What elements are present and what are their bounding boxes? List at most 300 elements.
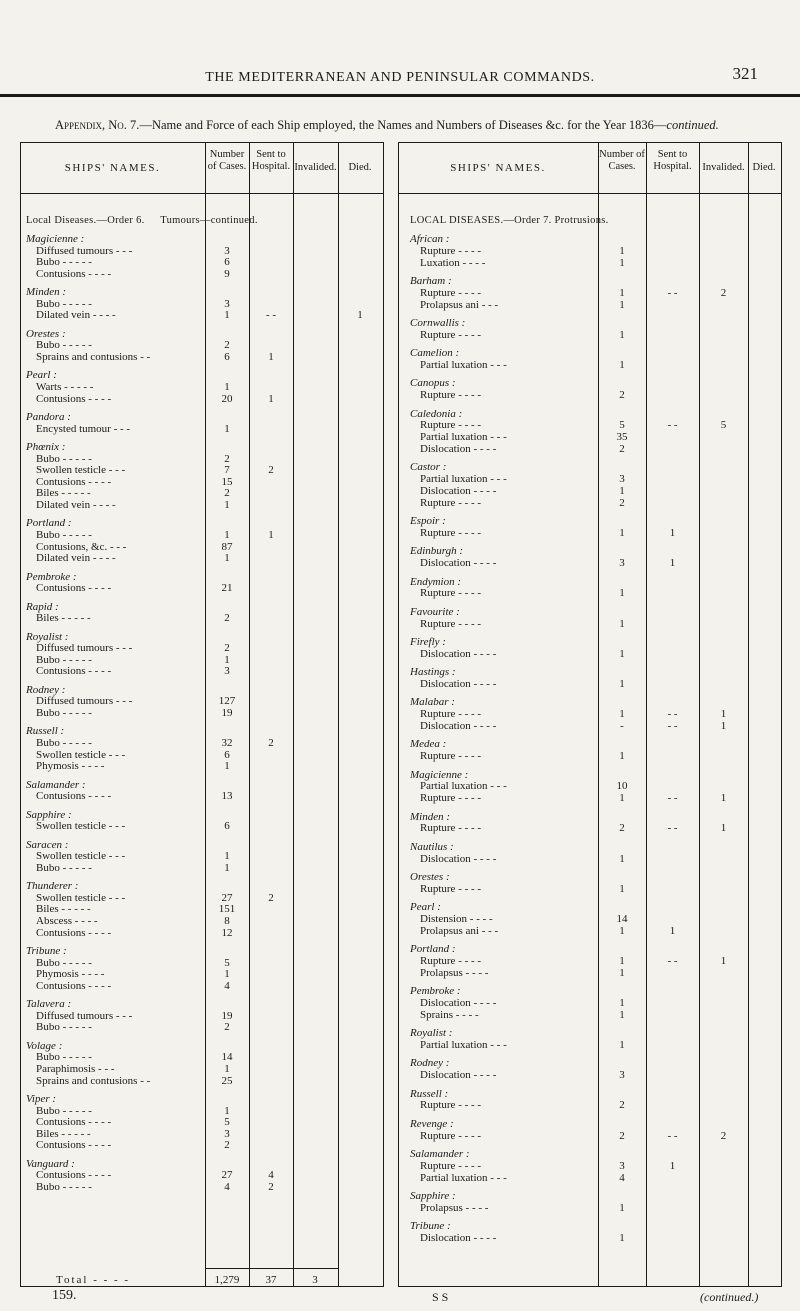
- table-caption: [55, 118, 719, 133]
- cases-cell: 1: [619, 678, 625, 690]
- disease-row: [0, 678, 800, 690]
- hospital-cell: 1: [669, 527, 676, 539]
- disease-row: [0, 853, 800, 865]
- disease-name: Swollen testicle - - -: [36, 892, 126, 904]
- cases-cell: 1: [224, 423, 230, 435]
- disease-name: Partial luxation - - -: [420, 1039, 507, 1051]
- ship-name-row: [0, 943, 800, 955]
- disease-name: Bubo - - - - -: [36, 862, 92, 874]
- cases-cell: 1: [619, 1202, 625, 1214]
- ship-name: Revenge :: [410, 1118, 454, 1130]
- ship-name: Pembroke :: [410, 985, 461, 997]
- cases-cell: 5: [619, 419, 625, 431]
- total-invalided: 3: [312, 1274, 318, 1286]
- right-section-note: Protrusions.: [554, 215, 609, 226]
- ship-name-row: [0, 696, 800, 708]
- cases-cell: 1: [619, 245, 625, 257]
- hospital-cell: - -: [667, 822, 678, 834]
- left-header-cases: Number of Cases.: [207, 149, 247, 172]
- cases-cell: 3: [619, 557, 625, 569]
- cases-cell: 151: [218, 903, 236, 915]
- cases-cell: 2: [224, 487, 230, 499]
- disease-name: Dislocation - - - -: [420, 557, 497, 569]
- disease-name: Dislocation - - - -: [420, 443, 497, 455]
- ship-name: Pearl :: [410, 901, 441, 913]
- ship-name: Royalist :: [410, 1027, 453, 1039]
- cases-cell: 3: [224, 665, 230, 677]
- died-cell: 1: [357, 309, 363, 321]
- ship-name: Vanguard :: [26, 1158, 75, 1170]
- ship-name: Barham :: [410, 275, 452, 287]
- right-header-rule: [398, 193, 781, 194]
- ship-name: Portland :: [26, 517, 72, 529]
- disease-name: Rupture - - - -: [420, 497, 482, 509]
- disease-name: Encysted tumour - - -: [36, 423, 131, 435]
- disease-name: Dislocation - - - -: [420, 853, 497, 865]
- cases-cell: 9: [224, 268, 230, 280]
- cases-cell: 1: [224, 654, 230, 666]
- disease-name: Partial luxation - - -: [420, 431, 507, 443]
- ship-name: Pembroke :: [26, 571, 77, 583]
- hospital-cell: - -: [667, 708, 678, 720]
- caption-suffix: continued.: [666, 118, 719, 132]
- ship-name-row: [0, 666, 800, 678]
- disease-name: Biles - - - - -: [36, 612, 91, 624]
- disease-name: Dislocation - - - -: [420, 678, 497, 690]
- disease-name: Contusions - - - -: [36, 1116, 112, 1128]
- disease-name: Partial luxation - - -: [420, 473, 507, 485]
- disease-row: [0, 485, 800, 497]
- disease-name: Abscess - - - -: [36, 915, 98, 927]
- cases-cell: 5: [224, 1116, 230, 1128]
- ship-name-row: [0, 901, 800, 913]
- disease-name: Sprains and contusions - -: [36, 351, 151, 363]
- folio-number: 159.: [52, 1288, 77, 1303]
- disease-row: [0, 967, 800, 979]
- cases-cell: 1: [619, 708, 625, 720]
- disease-name: Diffused tumours - - -: [36, 695, 133, 707]
- cases-cell: 12: [221, 927, 233, 939]
- cases-cell: 13: [221, 790, 233, 802]
- cases-cell: 2: [224, 453, 230, 465]
- invalided-cell: 1: [720, 792, 727, 804]
- disease-row: [0, 257, 800, 269]
- cases-cell: 4: [224, 1181, 230, 1193]
- total-row: [0, 1274, 400, 1286]
- ship-name: Saracen :: [26, 839, 69, 851]
- total-cases: 1,279: [214, 1274, 240, 1286]
- ship-name-row: [0, 1190, 800, 1202]
- cases-cell: 1: [619, 925, 625, 937]
- page-number: 321: [732, 64, 758, 83]
- disease-name: Bubo - - - - -: [36, 256, 92, 268]
- cases-cell: 4: [619, 1172, 625, 1184]
- disease-row: [0, 913, 800, 925]
- disease-row: [0, 527, 800, 539]
- cases-cell: 3: [619, 473, 625, 485]
- disease-row: [0, 1130, 800, 1142]
- cases-cell: 2: [619, 443, 625, 455]
- hospital-cell: 4: [268, 1169, 274, 1181]
- disease-name: Contusions, &c. - - -: [36, 541, 127, 553]
- cases-cell: 87: [221, 541, 233, 553]
- hospital-cell: - -: [667, 287, 678, 299]
- hospital-cell: - -: [265, 309, 277, 321]
- disease-row: [0, 1039, 800, 1051]
- disease-row: [0, 792, 800, 804]
- disease-name: Partial luxation - - -: [420, 359, 507, 371]
- ship-name-row: [0, 636, 800, 648]
- cases-cell: 19: [221, 1010, 233, 1022]
- disease-name: Dislocation - - - -: [420, 720, 497, 732]
- disease-name: Dislocation - - - -: [420, 648, 497, 660]
- cases-cell: 2: [619, 497, 625, 509]
- cases-cell: 2: [224, 612, 230, 624]
- disease-row: [0, 955, 800, 967]
- caption-prefix: Appendix, No. 7.: [55, 118, 140, 132]
- ship-name: Thunderer :: [26, 880, 79, 892]
- invalided-cell: 5: [720, 419, 727, 431]
- disease-row: [0, 359, 800, 371]
- ship-name-row: [0, 1220, 800, 1232]
- disease-name: Bubo - - - - -: [36, 453, 92, 465]
- cases-cell: 2: [619, 1099, 625, 1111]
- disease-name: Sprains - - - -: [420, 1009, 479, 1021]
- ship-name: Phœnix :: [26, 441, 66, 453]
- cases-cell: 6: [224, 749, 230, 761]
- cases-cell: 1: [224, 862, 230, 874]
- disease-name: Partial luxation - - -: [420, 1172, 507, 1184]
- cases-cell: 1: [619, 1232, 625, 1244]
- hospital-cell: 2: [268, 1181, 274, 1193]
- total-hospital: 37: [265, 1274, 277, 1286]
- ship-name-row: [0, 275, 800, 287]
- disease-name: Rupture - - - -: [420, 329, 482, 341]
- cases-cell: 1: [619, 1039, 625, 1051]
- left-header-ships: SHIPS' NAMES.: [64, 162, 161, 174]
- cases-cell: 1: [619, 618, 625, 630]
- disease-name: Rupture - - - -: [420, 792, 482, 804]
- hospital-cell: 1: [669, 557, 676, 569]
- cases-cell: 1: [619, 299, 625, 311]
- cases-cell: 15: [221, 476, 233, 488]
- disease-row: [0, 1160, 800, 1172]
- right-header-cases: Number of Cases.: [599, 149, 645, 172]
- cases-cell: 5: [224, 957, 230, 969]
- disease-name: Bubo - - - - -: [36, 298, 92, 310]
- hospital-cell: - -: [667, 419, 678, 431]
- disease-row: [0, 587, 800, 599]
- cases-cell: 2: [619, 822, 625, 834]
- disease-row: [0, 473, 800, 485]
- disease-row: [0, 1069, 800, 1081]
- disease-name: Swollen testicle - - -: [36, 464, 126, 476]
- hospital-cell: - -: [667, 955, 678, 967]
- ship-name: Favourite :: [410, 606, 460, 618]
- disease-name: Paraphimosis - - -: [36, 1063, 115, 1075]
- disease-row: [0, 708, 800, 720]
- right-header-died: Died.: [752, 162, 776, 173]
- ship-name: Sapphire :: [410, 1190, 456, 1202]
- hospital-cell: 2: [268, 737, 274, 749]
- left-header-hospital: Sent to Hospital.: [251, 149, 291, 172]
- disease-name: Contusions - - - -: [36, 476, 112, 488]
- disease-name: Biles - - - - -: [36, 487, 91, 499]
- ship-name: Minden :: [26, 286, 67, 298]
- disease-name: Dislocation - - - -: [420, 485, 497, 497]
- disease-name: Rupture - - - -: [420, 618, 482, 630]
- disease-name: Swollen testicle - - -: [36, 820, 126, 832]
- cases-cell: 1: [224, 1105, 230, 1117]
- disease-row: [0, 287, 800, 299]
- ship-name-row: [0, 515, 800, 527]
- disease-row: [0, 925, 800, 937]
- cases-cell: 3: [224, 1128, 230, 1140]
- disease-name: Bubo - - - - -: [36, 1181, 92, 1193]
- disease-row: [0, 419, 800, 431]
- disease-name: Contusions - - - -: [36, 1139, 112, 1151]
- disease-name: Diffused tumours - - -: [36, 1010, 133, 1022]
- ship-name: Talavera :: [26, 998, 72, 1010]
- ship-name: Magicienne :: [26, 233, 85, 245]
- disease-name: Bubo - - - - -: [36, 737, 92, 749]
- total-rule: [205, 1268, 338, 1269]
- ship-name-row: [0, 606, 800, 618]
- disease-row: [0, 557, 800, 569]
- hospital-cell: - -: [667, 1130, 678, 1142]
- ship-name: Russell :: [410, 1088, 449, 1100]
- cases-cell: 1: [619, 485, 625, 497]
- hospital-cell: 1: [268, 393, 274, 405]
- right-section-title: LOCAL DISEASES.—Order 7.: [410, 215, 552, 226]
- disease-name: Rupture - - - -: [420, 419, 482, 431]
- cases-cell: 3: [224, 245, 230, 257]
- continued-note: (continued.): [700, 1290, 759, 1304]
- ship-name: Edinburgh :: [410, 545, 464, 557]
- cases-cell: 127: [218, 695, 236, 707]
- left-section-heading: [26, 215, 258, 226]
- cases-cell: 1: [619, 997, 625, 1009]
- cases-cell: 7: [224, 464, 230, 476]
- cases-cell: 8: [224, 915, 230, 927]
- disease-name: Contusions - - - -: [36, 980, 112, 992]
- cases-cell: 1: [224, 552, 230, 564]
- disease-name: Contusions - - - -: [36, 268, 112, 280]
- cases-cell: 27: [221, 1169, 233, 1181]
- cases-cell: 27: [221, 892, 233, 904]
- ship-name: Sapphire :: [26, 809, 72, 821]
- invalided-cell: 1: [720, 720, 727, 732]
- disease-name: Swollen testicle - - -: [36, 749, 126, 761]
- cases-cell: 1: [619, 257, 625, 269]
- disease-name: Rupture - - - -: [420, 822, 482, 834]
- left-header-invalided: Invalided.: [294, 162, 337, 173]
- disease-name: Rupture - - - -: [420, 1130, 482, 1142]
- ship-name: Rodney :: [410, 1057, 450, 1069]
- ship-name: Orestes :: [26, 328, 66, 340]
- disease-name: Diffused tumours - - -: [36, 245, 133, 257]
- cases-cell: 1: [224, 850, 230, 862]
- ship-name: Rodney :: [26, 684, 66, 696]
- disease-row: [0, 1009, 800, 1021]
- ship-name: Castor :: [410, 461, 447, 473]
- hospital-cell: 1: [268, 351, 274, 363]
- disease-row: [0, 497, 800, 509]
- disease-name: Bubo - - - - -: [36, 529, 92, 541]
- disease-name: Rupture - - - -: [420, 527, 482, 539]
- disease-name: Bubo - - - - -: [36, 1051, 92, 1063]
- ship-name: Camelion :: [410, 347, 460, 359]
- cases-cell: 1: [619, 287, 625, 299]
- cases-cell: 3: [224, 298, 230, 310]
- disease-name: Dilated vein - - - -: [36, 552, 116, 564]
- disease-row: [0, 720, 800, 732]
- ship-name-row: [0, 461, 800, 473]
- hospital-cell: 1: [669, 925, 676, 937]
- cases-cell: 4: [224, 980, 230, 992]
- cases-cell: 6: [224, 351, 230, 363]
- disease-row: [0, 997, 800, 1009]
- header-rule: [0, 94, 800, 97]
- disease-name: Rupture - - - -: [420, 245, 482, 257]
- caption-text: —Name and Force of each Ship employed, the Names and Numbers of Diseases &c. for the Year 1836—: [139, 118, 667, 132]
- disease-name: Dislocation - - - -: [420, 997, 497, 1009]
- ship-name-row: [0, 233, 800, 245]
- disease-name: Prolapsus ani - - -: [420, 299, 499, 311]
- right-header-hospital: Sent to Hospital.: [653, 149, 692, 172]
- disease-name: Distension - - - -: [420, 913, 493, 925]
- ship-name: Firefly :: [410, 636, 446, 648]
- disease-name: Bubo - - - - -: [36, 957, 92, 969]
- invalided-cell: 1: [720, 708, 727, 720]
- disease-row: [0, 822, 800, 834]
- cases-cell: 2: [619, 1130, 625, 1142]
- cases-cell: 1: [619, 750, 625, 762]
- cases-cell: 2: [619, 389, 625, 401]
- right-section-heading: [410, 215, 609, 226]
- cases-cell: 19: [221, 707, 233, 719]
- disease-row: [0, 431, 800, 443]
- cases-cell: 10: [616, 780, 628, 792]
- hospital-cell: 1: [268, 529, 274, 541]
- disease-name: Contusions - - - -: [36, 582, 112, 594]
- ship-name: Caledonia :: [410, 408, 463, 420]
- ship-name: Cornwallis :: [410, 317, 466, 329]
- ship-name: African :: [410, 233, 450, 245]
- disease-row: [0, 389, 800, 401]
- cases-cell: 3: [619, 1160, 625, 1172]
- ship-name: Nautilus :: [410, 841, 454, 853]
- cases-cell: 14: [221, 1051, 233, 1063]
- ship-name: Pearl :: [26, 369, 57, 381]
- cases-cell: 2: [224, 642, 230, 654]
- disease-name: Rupture - - - -: [420, 750, 482, 762]
- disease-name: Contusions - - - -: [36, 393, 112, 405]
- cases-cell: 1: [619, 329, 625, 341]
- cases-cell: 14: [616, 913, 628, 925]
- cases-cell: 25: [221, 1075, 233, 1087]
- ship-name-row: [0, 985, 800, 997]
- disease-name: Biles - - - - -: [36, 903, 91, 915]
- cases-cell: 1: [619, 1009, 625, 1021]
- ship-name-row: [0, 545, 800, 557]
- disease-name: Phymosis - - - -: [36, 968, 105, 980]
- disease-name: Contusions - - - -: [36, 665, 112, 677]
- disease-name: Rupture - - - -: [420, 883, 482, 895]
- cases-cell: 2: [224, 1021, 230, 1033]
- ship-name-row: [0, 347, 800, 359]
- disease-name: Bubo - - - - -: [36, 339, 92, 351]
- disease-name: Phymosis - - - -: [36, 760, 105, 772]
- disease-row: [0, 1099, 800, 1111]
- disease-row: [0, 299, 800, 311]
- disease-name: Bubo - - - - -: [36, 707, 92, 719]
- disease-name: Bubo - - - - -: [36, 1105, 92, 1117]
- ship-name: Orestes :: [410, 871, 450, 883]
- ship-name-row: [0, 377, 800, 389]
- ship-name: Espoir :: [410, 515, 446, 527]
- ship-name: Minden :: [410, 811, 451, 823]
- disease-name: Bubo - - - - -: [36, 1021, 92, 1033]
- cases-cell: 35: [616, 431, 628, 443]
- left-header-died: Died.: [348, 162, 372, 173]
- disease-row: [0, 648, 800, 660]
- disease-row: [0, 750, 800, 762]
- cases-cell: 1: [224, 381, 230, 393]
- cases-cell: 1: [224, 309, 230, 321]
- ship-name: Hastings :: [410, 666, 456, 678]
- total-label: Total - - - -: [56, 1274, 131, 1286]
- cases-cell: 1: [619, 648, 625, 660]
- ship-name: Russell :: [26, 725, 65, 737]
- disease-name: Diffused tumours - - -: [36, 642, 133, 654]
- ship-name: Salamander :: [26, 779, 86, 791]
- cases-cell: 1: [619, 527, 625, 539]
- disease-name: Biles - - - - -: [36, 1128, 91, 1140]
- ship-name: Salamander :: [410, 1148, 470, 1160]
- disease-name: Prolapsus - - - -: [420, 1202, 489, 1214]
- cases-cell: 1: [619, 967, 625, 979]
- ship-name-row: [0, 841, 800, 853]
- disease-name: Dislocation - - - -: [420, 1069, 497, 1081]
- ship-name: Tribune :: [410, 1220, 451, 1232]
- cases-cell: 1: [619, 883, 625, 895]
- left-section-title: Local Diseases.—Order 6.: [26, 215, 145, 226]
- ship-name-row: [0, 1148, 800, 1160]
- ship-name: Pandora :: [26, 411, 71, 423]
- disease-row: [0, 1172, 800, 1184]
- cases-cell: -: [620, 720, 624, 732]
- hospital-cell: 2: [268, 892, 274, 904]
- cases-cell: 32: [221, 737, 233, 749]
- right-header-ships: SHIPS' NAMES.: [450, 162, 546, 174]
- ship-name-row: [0, 1057, 800, 1069]
- disease-name: Dilated vein - - - -: [36, 309, 116, 321]
- cases-cell: 1: [224, 760, 230, 772]
- disease-row: [0, 329, 800, 341]
- left-section-note: Tumours—continued.: [160, 215, 258, 226]
- cases-cell: 6: [224, 820, 230, 832]
- ship-name: Tribune :: [26, 945, 67, 957]
- cases-cell: 2: [224, 339, 230, 351]
- disease-name: Dilated vein - - - -: [36, 499, 116, 511]
- ship-name: Portland :: [410, 943, 456, 955]
- ship-name-row: [0, 1118, 800, 1130]
- cases-cell: 1: [224, 529, 230, 541]
- disease-name: Swollen testicle - - -: [36, 850, 126, 862]
- disease-name: Rupture - - - -: [420, 955, 482, 967]
- signature-mark: S S: [432, 1290, 449, 1304]
